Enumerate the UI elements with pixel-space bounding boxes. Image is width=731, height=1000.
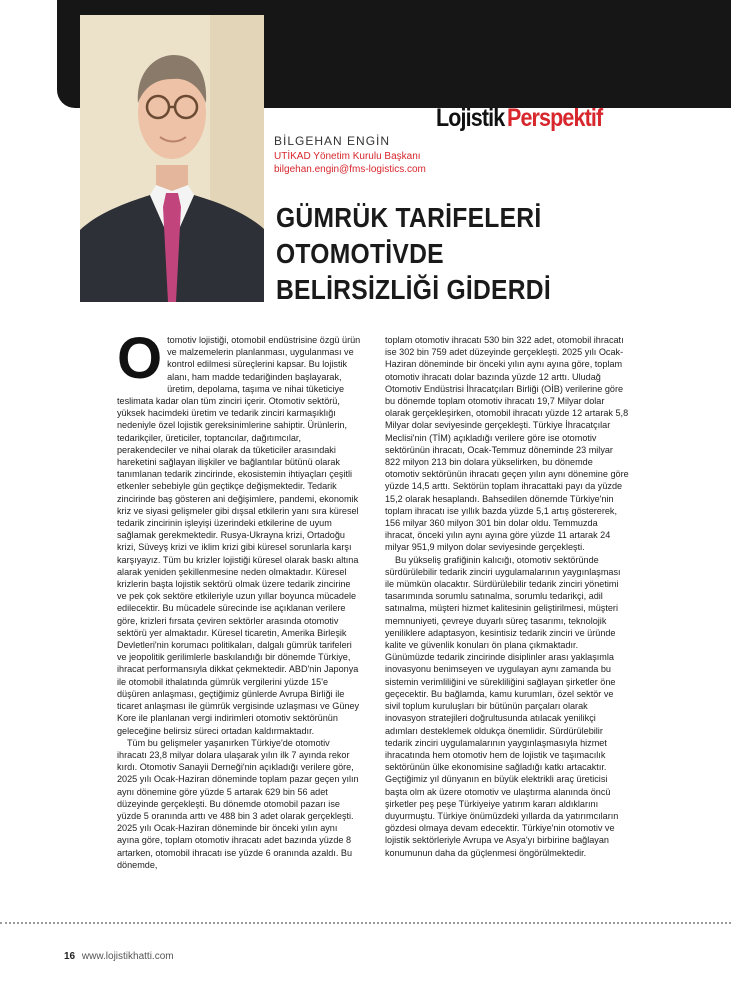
logo-word-perspektif: Perspektif xyxy=(506,104,603,132)
author-email: bilgehan.engin@fms-logistics.com xyxy=(274,164,426,175)
headline-line: OTOMOTİVDE xyxy=(276,238,444,269)
paragraph: toplam otomotiv ihracatı 530 bin 322 adet, otomobil ihracatı ise 302 bin 759 adet düzeyinde gerçekleşti. 2025 yılı Ocak-Haziran döneminde bir önceki yılın aynı ayına göre, toplam otomotiv ihracatı dolar bazında yüzde 12 arttı. Uludağ Otomotiv Endüstrisi İhracatçıları Birliği (OİB) verilerine göre bu dönemde toplam otomotiv ihracatı 19,7 Milyar dolar olarak gerçekleşirken, otomobil ihracatı yüzde 12 artarak 5,8 Milyar dolar seviyesinde gerçekleşti. Türkiye İhracatçılar Meclisi'nin (TİM) açıkladığı verilere göre ise otomotiv sektörünün ihracatı, Ocak-Temmuz döneminde 23 milyar 822 milyon 213 bin dolara yükselirken, bu dönemde otomotiv sektörünün ihracatı geçen yılın aynı dönemine göre yüzde 14,5 arttı. Sektörün toplam ihracattaki payı da yüzde 15,2 olarak hesaplandı. Bahsedilen dönemde Türkiye'nin toplam ihracatı ise yıllık bazda yüzde 5,1 artış göstererek, 156 milyar 360 milyon 301 bin dolar oldu. Temmuzda ihracat, önceki yılın aynı ayına göre yüzde 11 artarak 24 milyar 951,9 milyon dolar seviyesinde gerçekleşti. xyxy=(385,335,629,553)
paragraph: Bu yükseliş grafiğinin kalıcığı, otomotiv sektöründe sürdürülebilir tedarik zinciri uygulamalarının yaygınlaşması ile mümkün olacaktır. Sürdürülebilir tedarik zinciri yönetimi tasarımında sorumlu satınalma, sorumlu tedarikçi, adil satınalma, müşteri hizmet kalitesinin geliştirilmesi, müşteri memnuniyeti, çevreye duyarlı süreç tasarımı, teknolojik yeniliklere adaptasyon, kesintisiz tedarik zinciri ve üründe kalite ve güvenlik konuları ön plana çıkmaktadır. Günümüzde tedarik zincirinde disiplinler arası yaklaşımla inovasyonu benimseyen ve uygulayan aynı zamanda bu sistemin verimliliğini ve sürekliliğini sağlayan şirketler öne geçecektir. Bu bağlamda, kamu kurumları, özel sektör ve sivil toplum kuruluşları bir bütünün parçaları olarak inovasyon stratejileri doğrultusunda atılacak yenilikçi adımları desteklemek oldukça önemlidir. Sürdürülebilir tedarik zinciri uygulamalarının yaygınlaşmasıyla hizmet ihracatında hem otomotiv hem de lojistik ve taşımacılık sektörünün ülke ekonomisine sağladığı katkı artacaktır. Geçtiğimiz yıl dünyanın en büyük elektrikli araç üreticisi başta olm ak üzere otomotiv ve ulaştırma alanında öncü şirketler peş peşe Türkiyeiye yatırım kararı aldıklarını duyurmuştu. Türkiye önümüzdeki yıllarda da yatırımcıların gözdesi olmaya devam edecektir. Türkiye'nin otomotiv ve lojistik sektörleriyle Avrupa ve Asya'yı birbirine bağlayan konumunun daha da güçlenmesi öngörülmektedir. xyxy=(385,554,621,858)
author-photo xyxy=(80,15,264,302)
page-footer xyxy=(64,951,174,962)
author-role: UTİKAD Yönetim Kurulu Başkanı xyxy=(274,151,421,162)
drop-cap: O xyxy=(117,326,163,391)
page-number: 16 xyxy=(64,951,76,962)
footer-divider xyxy=(0,922,731,924)
article-column-2 xyxy=(385,334,629,859)
article-column-1 xyxy=(117,326,361,871)
article-headline xyxy=(276,200,551,308)
website-link[interactable]: www.lojistikhatti.com xyxy=(81,951,174,962)
author-name: BİLGEHAN ENGİN xyxy=(274,134,391,148)
logo-word-lojistik: Lojistik xyxy=(436,104,505,132)
paragraph: tomotiv lojistiği, otomobil endüstrisine özgü ürün ve malzemelerin planlanması, uygulanması ve kontrol edilmesi süreçlerini kapsar. Bu lojistik alanı, ham madde tedariğinden başlayarak, üretim, depolama, taşıma ve nihai tüketiciye teslimata kadar olan tüm zinciri içerir. Otomotiv sektörü, yüksek hacimdeki üretim ve tedarik zinciri karmaşıklığı nedeniyle özel lojistik gereksinimlerine sahiptir. Ürünlerin, tedarikçiler, üreticiler, toptancılar, dağıtımcılar, perakendeciler ve nihai olarak da tüketiciler arasındaki hareketini sağlayan ilişkiler ve bağlantılar bütünü olarak tanımlanan tedarik zincirinde, ekosistemin ihtiyaçları çeşitli etkenler sebebiyle gün geçtikçe değişmektedir. Tedarik zincirinde baş gösteren ani değişimlere, pandemi, ekonomik kriz ve siyasi gelişmeler gibi dışsal etkilerin yanı sıra küresel tedarik zincirinin işleyişi üzerindeki etkilerine de uyum sağlamak gerekmektedir. Rusya-Ukrayna krizi, Ortadoğu krizi, Süveyş krizi ve iklim krizi gibi küresel sorunlarla karşı karşıyayız. Tüm bu krizler lojistiği küresel olarak baskı altına alarak yeniden şekillenmesine neden olmaktadır. Küresel krizlerin başta lojistik sektörü olmak üzere tedarik zincirine ve pek çok sektöre etkileriyle uzun yıllar boyunca mücadele edilecektir. Bu mücadele sürecinde ise açıklanan verilere göre, krizleri fırsata çeviren sektörler arasında otomotiv sektörü yer almaktadır. Küresel ticaretin, Amerika Birleşik Devletleri'nin korumacı politikaları, dalgalı gümrük tarifeleri ve jeopolitik gerilimlerle baskılandığı bir dönemde Türkiye, ihracat performansıyla dikkat çekmektedir. ABD'nin Japonya ile otomobil ithalatında gümrük vergilerini yüzde 15'e düşüren anlaşması, geçtiğimiz günlerde Avrupa Birliği ile ticaret anlaşması ile gümrük vergisinde uzlaşması ve Güney Kore ile planlanan vergi indirimleri otomotiv sektörünün geleceğine belirsiz süreci ortadan kaldırmaktadır. xyxy=(117,335,361,736)
section-logo xyxy=(436,104,603,142)
paragraph: Tüm bu gelişmeler yaşanırken Türkiye'de otomotiv ihracatı 23,8 milyar dolara ulaşarak yılın ilk 7 ayında rekor kırdı. Otomotiv Sanayii Derneği'nin açıkladığı verilere göre, 2025 yılı Ocak-Haziran döneminde toplam pazar geçen yılın aynı dönemine göre yüzde 5 artarak 629 bin 56 adet düzeyinde gerçekleşti. Bu dönemde otomobil pazarı ise yüzde 5 oranında arttı ve 488 bin 3 adet olarak gerçekleşti. 2025 yılı Ocak-Haziran döneminde bir önceki yılın aynı ayına göre, toplam otomotiv ihracatı adet bazında yüzde 8 artarken, otomobil ihracatı ise yüzde 6 oranında azaldı. Bu dönemde, xyxy=(117,737,359,870)
headline-line: BELİRSİZLİĞİ GİDERDİ xyxy=(276,274,551,305)
headline-line: GÜMRÜK TARİFELERİ xyxy=(276,202,542,233)
